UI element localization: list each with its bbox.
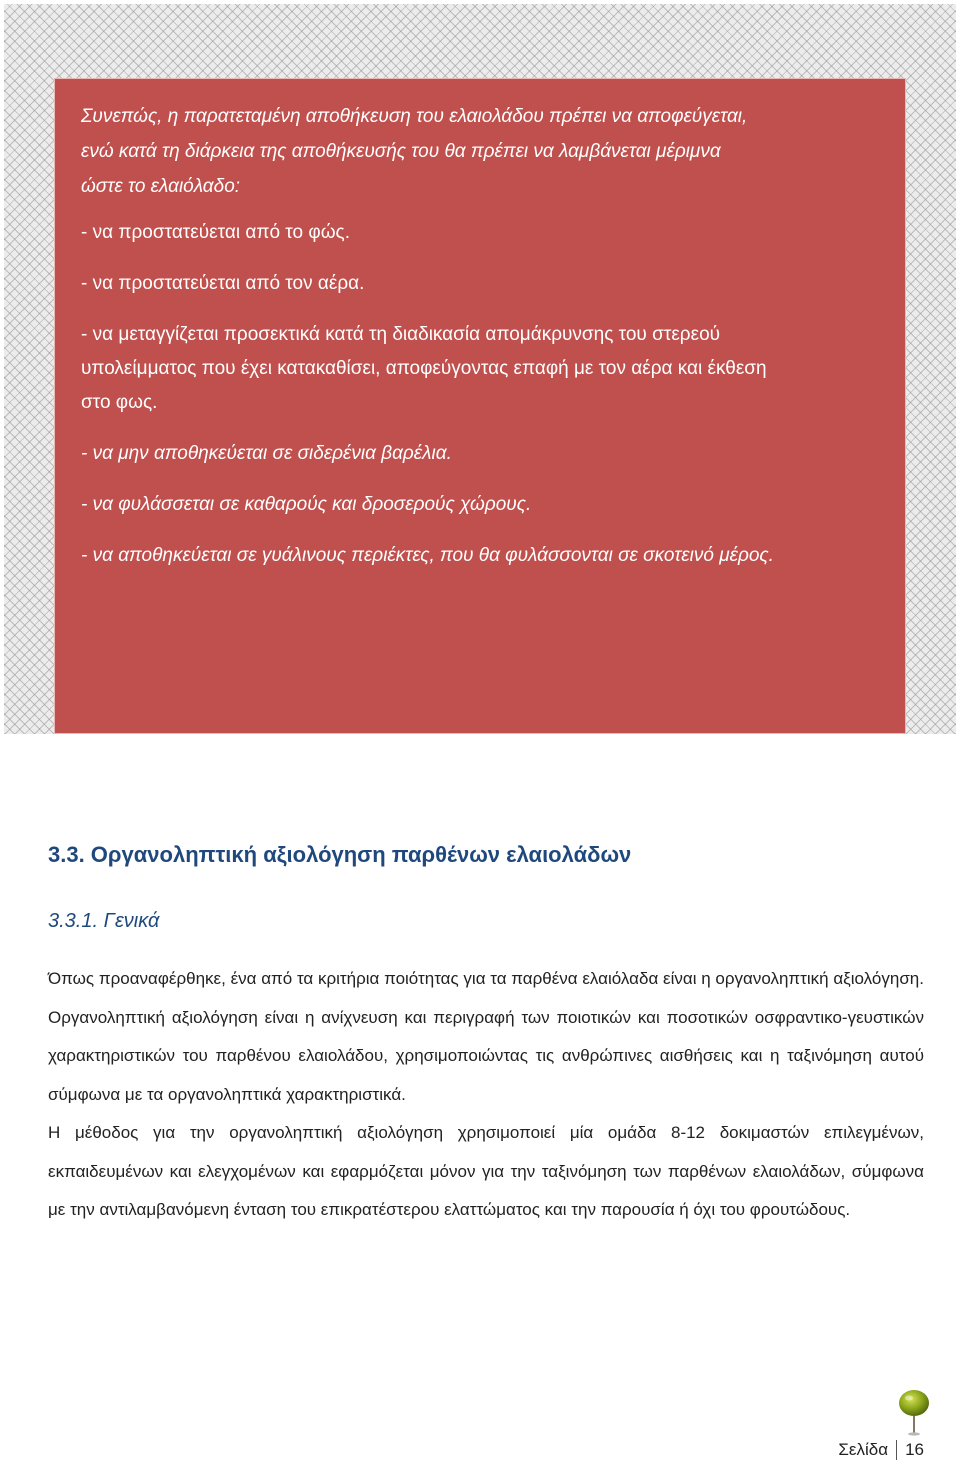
callout-item-decant [81, 318, 881, 420]
callout-item-line: - να αποθηκεύεται σε γυάλινους περιέκτες, που θα φυλάσσονται σε σκοτεινό μέρος. [81, 545, 774, 566]
callout-item-barrels [81, 437, 881, 471]
callout-item-line: υπολείμματος που έχει κατακαθίσει, αποφεύγοντας επαφή με τον αέρα και έκθεση [81, 358, 767, 379]
callout-intro-line: ενώ κατά τη διάρκεια της αποθήκευσής του θα πρέπει να λαμβάνεται μέριμνα [81, 141, 721, 162]
callout-item-line: - να προστατεύεται από το φώς. [81, 222, 350, 243]
callout-intro [81, 99, 881, 204]
olive-logo-icon [897, 1387, 931, 1437]
storage-callout-box [54, 78, 906, 734]
subsection-heading: 3.3.1. Γενικά [48, 910, 160, 932]
callout-intro-line: Συνεπώς, η παρατεταμένη αποθήκευση του ελαιολάδου πρέπει να αποφεύγεται, [81, 106, 748, 127]
body-paragraph: Η μέθοδος για την οργανοληπτική αξιολόγηση χρησιμοποιεί μία ομάδα 8-12 δοκιμαστών επιλεγμένων, εκπαιδευμένων και ελεγχομένων και εφαρμόζεται μόνον για την ταξινόμηση των παρθένων ελαιολάδων, σύμφωνα με την αντιλαμβανόμενη ένταση του επικρατέστερου ελαττώματος και την παρουσία ή όχι του φρουτώδους. [48, 1123, 924, 1219]
callout-item-glass [81, 539, 881, 573]
page-label: Σελίδα [838, 1440, 889, 1459]
callout-item-line: - να μεταγγίζεται προσεκτικά κατά τη διαδικασία απομάκρυνσης του στερεού [81, 324, 721, 345]
footer-divider [896, 1440, 897, 1460]
callout-item-air [81, 267, 881, 301]
callout-intro-line: ώστε το ελαιόλαδο: [81, 176, 241, 197]
page-number: 16 [905, 1440, 924, 1459]
callout-content [81, 99, 881, 590]
callout-item-clean-cool [81, 488, 881, 522]
section-body [48, 960, 924, 1230]
callout-item-line: στο φως. [81, 392, 158, 413]
callout-item-line: - να φυλάσσεται σε καθαρούς και δροσερούς χώρους. [81, 494, 532, 515]
section-heading: 3.3. Οργανοληπτική αξιολόγηση παρθένων ελαιολάδων [48, 842, 632, 867]
callout-item-light [81, 216, 881, 250]
callout-item-line: - να μην αποθηκεύεται σε σιδερένια βαρέλια. [81, 443, 452, 464]
callout-item-line: - να προστατεύεται από τον αέρα. [81, 273, 365, 294]
body-paragraph: Όπως προαναφέρθηκε, ένα από τα κριτήρια ποιότητας για τα παρθένα ελαιόλαδα είναι η οργανοληπτική αξιολόγηση. Οργανοληπτική αξιολόγηση είναι η ανίχνευση και περιγραφή των ποιοτικών και ποσοτικών οσφραντικο-γευστικών χαρακτηριστικών του παρθένου ελαιολάδου, χρησιμοποιώντας τις ανθρώπινες αισθήσεις και η ταξινόμηση αυτού σύμφωνα με τα οργανοληπτικά χαρακτηριστικά. [48, 969, 924, 1104]
page-footer [838, 1440, 924, 1460]
